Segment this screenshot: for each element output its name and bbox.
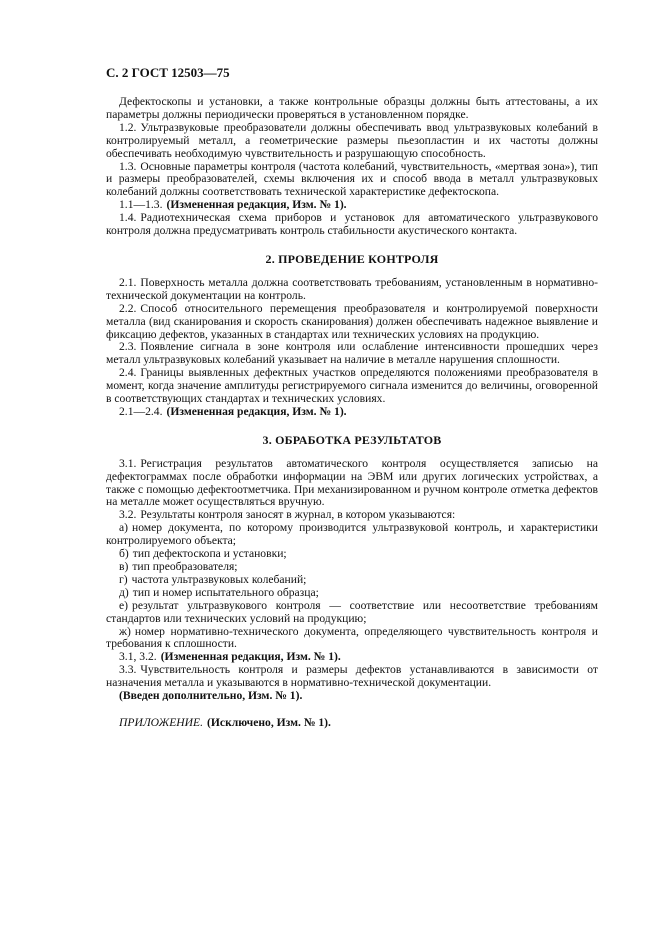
page-header: С. 2 ГОСТ 12503—75 <box>106 65 230 80</box>
paragraph <box>106 122 598 161</box>
paragraph <box>106 303 598 342</box>
paragraph <box>106 626 598 652</box>
paragraph-text: Поверхность металла должна соответствовать требованиям, установленным в нормативно-технической документации на контроль. <box>106 275 598 302</box>
amendment-note: (Введен дополнительно, Изм. № 1). <box>119 689 303 703</box>
paragraph-number: г) <box>119 572 128 586</box>
paragraph-number: 2.3. <box>119 340 137 354</box>
paragraph-text: Регистрация результатов автоматического контроля осуществляется записью на дефектограммах после обработки информации на ЭВМ или других логических устройствах, а также с помощью дефектоотметчика. При механизированном и ручном контроле отметка дефектов на металле может осуществляться вручную. <box>106 456 598 509</box>
section-3-heading: 3. ОБРАБОТКА РЕЗУЛЬТАТОВ <box>262 432 442 447</box>
appendix-label: ПРИЛОЖЕНИЕ. <box>119 715 204 729</box>
paragraph <box>106 367 598 406</box>
paragraph <box>106 458 598 510</box>
paragraph-number: 1.1—1.3. <box>119 198 163 212</box>
paragraph <box>106 341 598 367</box>
paragraph-number: 2.4. <box>119 366 137 380</box>
paragraph-number: ж) <box>119 624 131 638</box>
paragraph-number: 3.3. <box>119 663 137 677</box>
paragraph-number: д) <box>119 585 129 599</box>
section-2-heading: 2. ПРОВЕДЕНИЕ КОНТРОЛЯ <box>265 251 439 266</box>
paragraph-number: в) <box>119 560 129 573</box>
paragraph-number: 3.1. <box>119 456 137 470</box>
paragraph-text: тип преобразователя; <box>132 560 238 573</box>
paragraph <box>106 690 598 703</box>
paragraph-text: тип и номер испытательного образца; <box>132 585 319 599</box>
paragraph-text: Появление сигнала в зоне контроля или ослабление интенсивности прошедших через металл ультразвуковых колебаний указывает на наличие в металле нарушения сплошности. <box>106 340 598 367</box>
paragraph-number: б) <box>119 547 129 561</box>
paragraph-text: Дефектоскопы и установки, а также контрольные образцы должны быть аттестованы, а их параметры должны периодически проверяться в установленном порядке. <box>106 95 598 121</box>
paragraph-number: 1.4. <box>119 211 137 225</box>
paragraph-text: Радиотехническая схема приборов и установок для автоматического ультразвукового контроля должна предусматривать контроль стабильности акустического контакта. <box>106 211 598 238</box>
paragraph-text: номер нормативно-технического документа, определяющего чувствительность контроля и требования к сплошности. <box>106 624 598 651</box>
paragraph <box>106 664 598 690</box>
section-1-continuation <box>106 96 598 238</box>
paragraph-text: частота ультразвуковых колебаний; <box>131 572 307 586</box>
appendix-note <box>106 717 598 730</box>
paragraph-text: Основные параметры контроля (частота колебаний, чувствительность, «мертвая зона»), тип и размеры преобразователей, схемы включения их и способ ввода в металл ультразвуковых колебаний должны соответствовать технической характеристике дефектоскопа. <box>106 159 598 199</box>
paragraph-number: 2.1. <box>119 275 137 289</box>
amendment-note: (Измененная редакция, Изм. № 1). <box>166 198 347 212</box>
paragraph <box>106 522 598 548</box>
paragraph-number: е) <box>119 598 129 612</box>
paragraph-text: тип дефектоскопа и установки; <box>132 547 287 561</box>
paragraph <box>106 212 598 238</box>
section-3-body <box>106 458 598 703</box>
paragraph-text: Результаты контроля заносят в журнал, в котором указываются: <box>140 508 456 522</box>
paragraph-text: Чувствительность контроля и размеры дефектов устанавливаются в зависимости от назначения металла и указываются в нормативно-технической документации. <box>106 663 598 690</box>
document-body <box>106 96 598 730</box>
paragraph <box>106 600 598 626</box>
paragraph <box>106 161 598 200</box>
paragraph-number: 3.2. <box>119 508 137 522</box>
paragraph-number: 2.1—2.4. <box>119 404 163 418</box>
amendment-note: (Измененная редакция, Изм. № 1). <box>166 404 347 418</box>
paragraph-text: номер документа, по которому производится ультразвуковой контроль, и характеристики контролируемого объекта; <box>106 521 598 548</box>
paragraph <box>106 96 598 122</box>
section-2-body <box>106 277 598 419</box>
paragraph-number: 3.1, 3.2. <box>119 650 157 664</box>
paragraph-text: результат ультразвукового контроля — соответствие или несоответствие требованиям стандартов или технических условий на продукцию; <box>106 598 598 625</box>
paragraph-number: 1.3. <box>119 159 137 173</box>
paragraph-text: Способ относительного перемещения преобразователя и контролируемой поверхности металла (вид сканирования и скорость сканирования) должен обеспечивать надежное выявление и фиксацию дефектов, указанных в стандартах или технических условиях на продукцию. <box>106 301 598 341</box>
amendment-note: (Измененная редакция, Изм. № 1). <box>160 650 341 664</box>
appendix-status: (Исключено, Изм. № 1). <box>207 715 331 729</box>
paragraph-text: Границы выявленных дефектных участков определяются положениями преобразователя в момент, когда значение амплитуды регистрируемого сигнала изменится до величины, оговоренной в соответствующих стандартах и технических условиях. <box>106 366 598 406</box>
paragraph-number: 1.2. <box>119 120 137 134</box>
paragraph-number: 2.2. <box>119 301 137 315</box>
paragraph <box>106 277 598 303</box>
paragraph <box>106 406 598 419</box>
paragraph-text: Ультразвуковые преобразователи должны обеспечивать ввод ультразвуковых колебаний в контролируемый металл, а геометрические размеры пьезопластин и их частоты должны обеспечивать необходимую чувствительность и разрушающую способность. <box>106 120 598 160</box>
paragraph-number: а) <box>119 521 129 535</box>
